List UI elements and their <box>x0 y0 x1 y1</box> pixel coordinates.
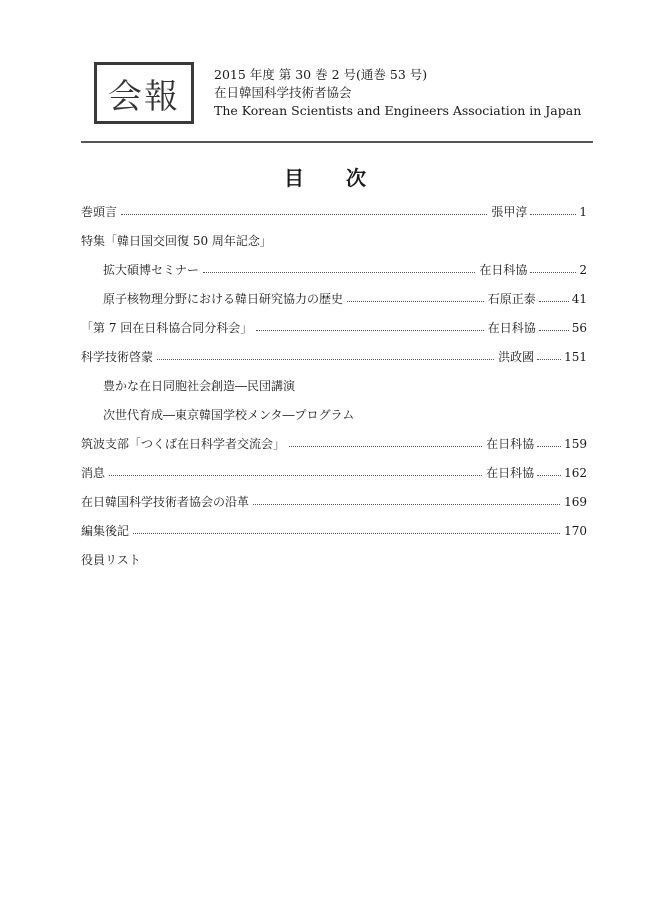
toc-entry-page: 41 <box>571 291 587 306</box>
toc-leader-dots <box>203 272 475 273</box>
toc-entry-title: 編集後記 <box>81 524 130 538</box>
toc-entry-title: 次世代育成―東京韓国学校メンタ―プログラム <box>103 408 355 422</box>
toc-leader-dots <box>289 446 482 447</box>
toc-entry-title: 筑波支部「つくば在日科学者交流会」 <box>81 437 286 451</box>
toc-leader-dots <box>109 475 482 476</box>
toc-leader-dots <box>133 533 560 534</box>
toc-heading: 目次 <box>284 166 408 190</box>
toc-leader-dots <box>537 446 561 447</box>
toc-entry-author: 在日科協 <box>486 466 535 480</box>
toc-leader-dots <box>537 475 561 476</box>
toc-leader-dots <box>537 359 561 360</box>
toc-entry-title: 拡大碩博セミナー <box>103 263 200 277</box>
toc-leader-dots <box>253 504 560 505</box>
toc-entry-page: 151 <box>564 349 587 364</box>
toc-entry-title: 在日韓国科学技術者協会の沿革 <box>81 495 250 509</box>
toc-entry-author: 洪政國 <box>498 350 535 364</box>
toc-entry-page: 1 <box>579 204 587 219</box>
toc-entry <box>81 342 587 371</box>
toc-leader-dots <box>539 330 569 331</box>
toc-entry-title: 消息 <box>81 466 106 480</box>
toc-entry-title: 科学技術啓蒙 <box>81 350 154 364</box>
bulletin-header <box>94 62 594 126</box>
toc-entry <box>81 313 587 342</box>
toc-entry-page: 2 <box>579 262 587 277</box>
toc-entry <box>81 458 587 487</box>
toc-entry-author: 石原正泰 <box>487 292 536 306</box>
toc-entry-title: 「第 7 回在日科協合同分科会」 <box>81 321 253 335</box>
toc-entry-title: 特集「韓日国交回復 50 周年記念」 <box>81 234 272 248</box>
toc-entry <box>81 255 587 284</box>
toc-entry-author: 在日科協 <box>479 263 528 277</box>
toc-leader-dots <box>347 301 484 302</box>
toc-entry-title: 役員リスト <box>81 553 141 567</box>
toc-leader-dots <box>256 330 483 331</box>
toc-entry <box>81 516 587 545</box>
toc-entry <box>81 197 587 226</box>
publication-info <box>214 66 581 120</box>
toc-entry-page: 56 <box>571 320 587 335</box>
bulletin-logo: 会報 <box>94 62 194 124</box>
toc-entry <box>81 545 587 574</box>
toc-entry <box>81 400 587 429</box>
toc-entry-author: 在日科協 <box>486 437 535 451</box>
org-name-ja: 在日韓国科学技術者協会 <box>214 85 352 100</box>
toc-entry-page: 162 <box>564 465 587 480</box>
toc-leader-dots <box>121 214 487 215</box>
toc-entry-author: 張甲淳 <box>491 205 528 219</box>
issue-line: 2015 年度 第 30 巻 2 号(通巻 53 号) <box>214 67 428 82</box>
toc-entry-page: 170 <box>564 523 587 538</box>
toc-entry-title: 巻頭言 <box>81 205 118 219</box>
toc-entry-page: 159 <box>564 436 587 451</box>
toc-entry-title: 原子核物理分野における韓日研究協力の歴史 <box>103 292 344 306</box>
toc-leader-dots <box>157 359 494 360</box>
toc-entry-page: 169 <box>564 494 587 509</box>
table-of-contents <box>81 197 587 574</box>
toc-entry <box>81 284 587 313</box>
toc-entry <box>81 371 587 400</box>
toc-entry <box>81 487 587 516</box>
toc-entry-author: 在日科協 <box>487 321 536 335</box>
toc-entry <box>81 226 587 255</box>
toc-entry-title: 豊かな在日同胞社会創造―民団講演 <box>103 379 296 393</box>
toc-leader-dots <box>530 214 576 215</box>
toc-leader-dots <box>539 301 569 302</box>
header-divider <box>81 141 593 143</box>
toc-leader-dots <box>530 272 576 273</box>
org-name-en: The Korean Scientists and Engineers Association in Japan <box>214 103 582 118</box>
toc-entry <box>81 429 587 458</box>
